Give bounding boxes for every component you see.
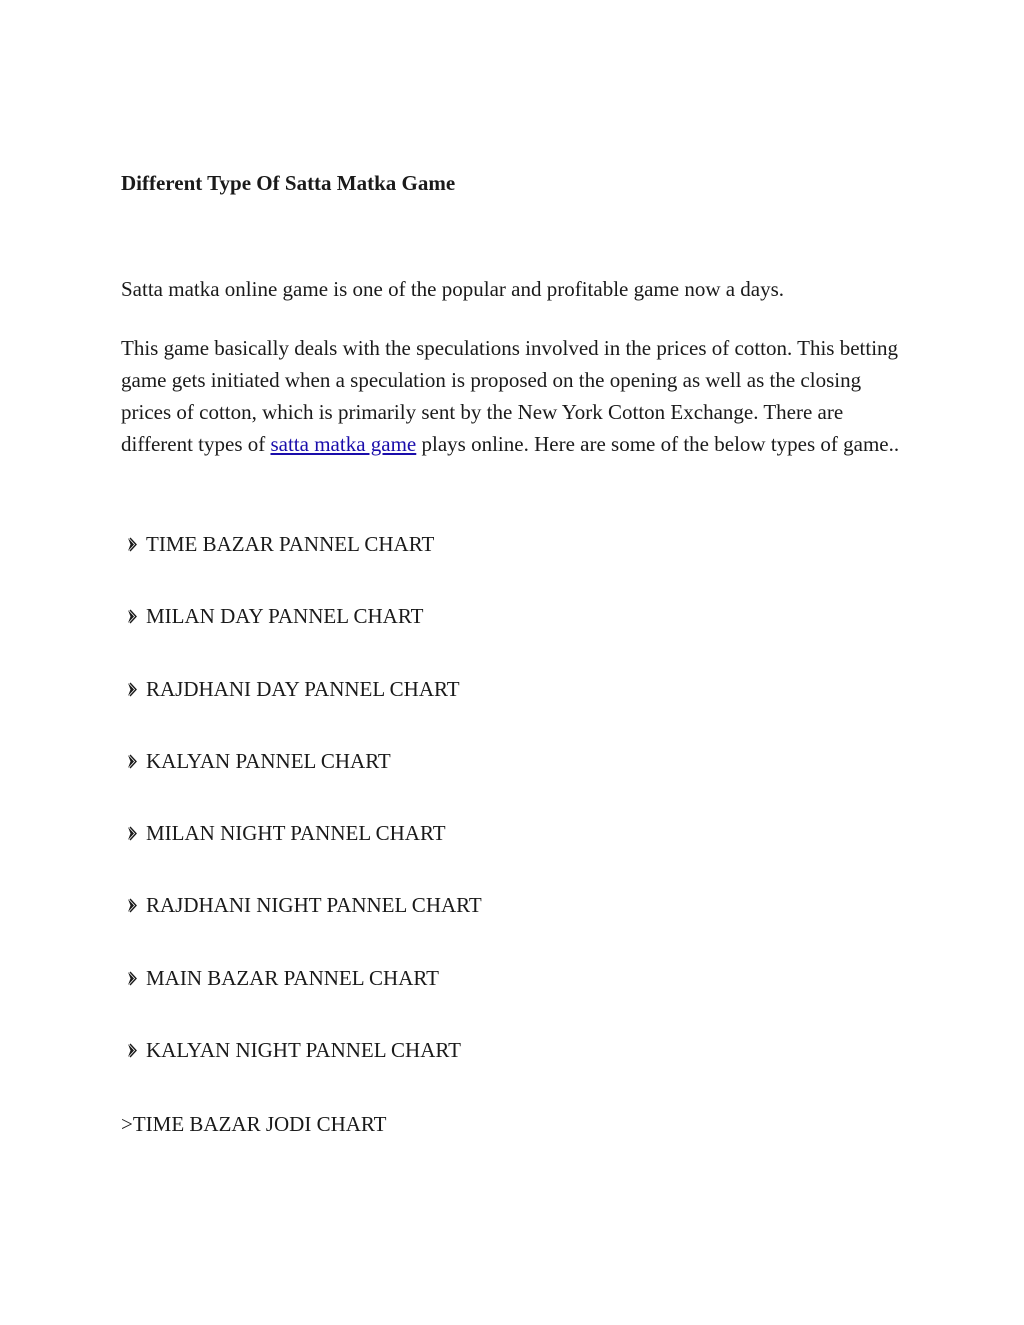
arrow-bullet-icon bbox=[127, 537, 137, 552]
arrow-bullet-icon bbox=[127, 826, 137, 841]
list-item-label: RAJDHANI NIGHT PANNEL CHART bbox=[146, 893, 482, 918]
satta-matka-game-link[interactable]: satta matka game bbox=[270, 432, 417, 456]
body-paragraph bbox=[121, 332, 911, 460]
list-item-label: KALYAN PANNEL CHART bbox=[146, 748, 391, 773]
document-title: Different Type Of Satta Matka Game bbox=[121, 171, 456, 195]
list-item-label: MILAN NIGHT PANNEL CHART bbox=[146, 821, 446, 846]
intro-paragraph: Satta matka online game is one of the popular and profitable game now a days. bbox=[121, 277, 785, 301]
time-bazar-jodi-chart-line: >TIME BAZAR JODI CHART bbox=[121, 1112, 387, 1136]
arrow-bullet-icon bbox=[127, 898, 137, 913]
body-text-after-link: plays online. Here are some of the below types of game.. bbox=[416, 432, 900, 456]
arrow-bullet-icon bbox=[127, 1043, 137, 1058]
list-item-label: TIME BAZAR PANNEL CHART bbox=[146, 532, 435, 556]
arrow-bullet-icon bbox=[127, 754, 137, 769]
arrow-bullet-icon bbox=[127, 971, 137, 986]
list-item-label: MILAN DAY PANNEL CHART bbox=[146, 604, 424, 629]
list-item-label: RAJDHANI DAY PANNEL CHART bbox=[146, 676, 460, 701]
list-item-label: MAIN BAZAR PANNEL CHART bbox=[146, 965, 439, 990]
body-text-before-link: This game basically deals with the speculations involved in the prices of cotton. This betting game gets initiated when a speculation is proposed on the opening as well as the closing prices of cotton, which is primarily sent by the New York Cotton Exchange. There are different types of bbox=[121, 336, 899, 456]
list-item-label: KALYAN NIGHT PANNEL CHART bbox=[146, 1038, 461, 1063]
arrow-bullet-icon bbox=[127, 609, 137, 624]
arrow-bullet-icon bbox=[127, 682, 137, 697]
